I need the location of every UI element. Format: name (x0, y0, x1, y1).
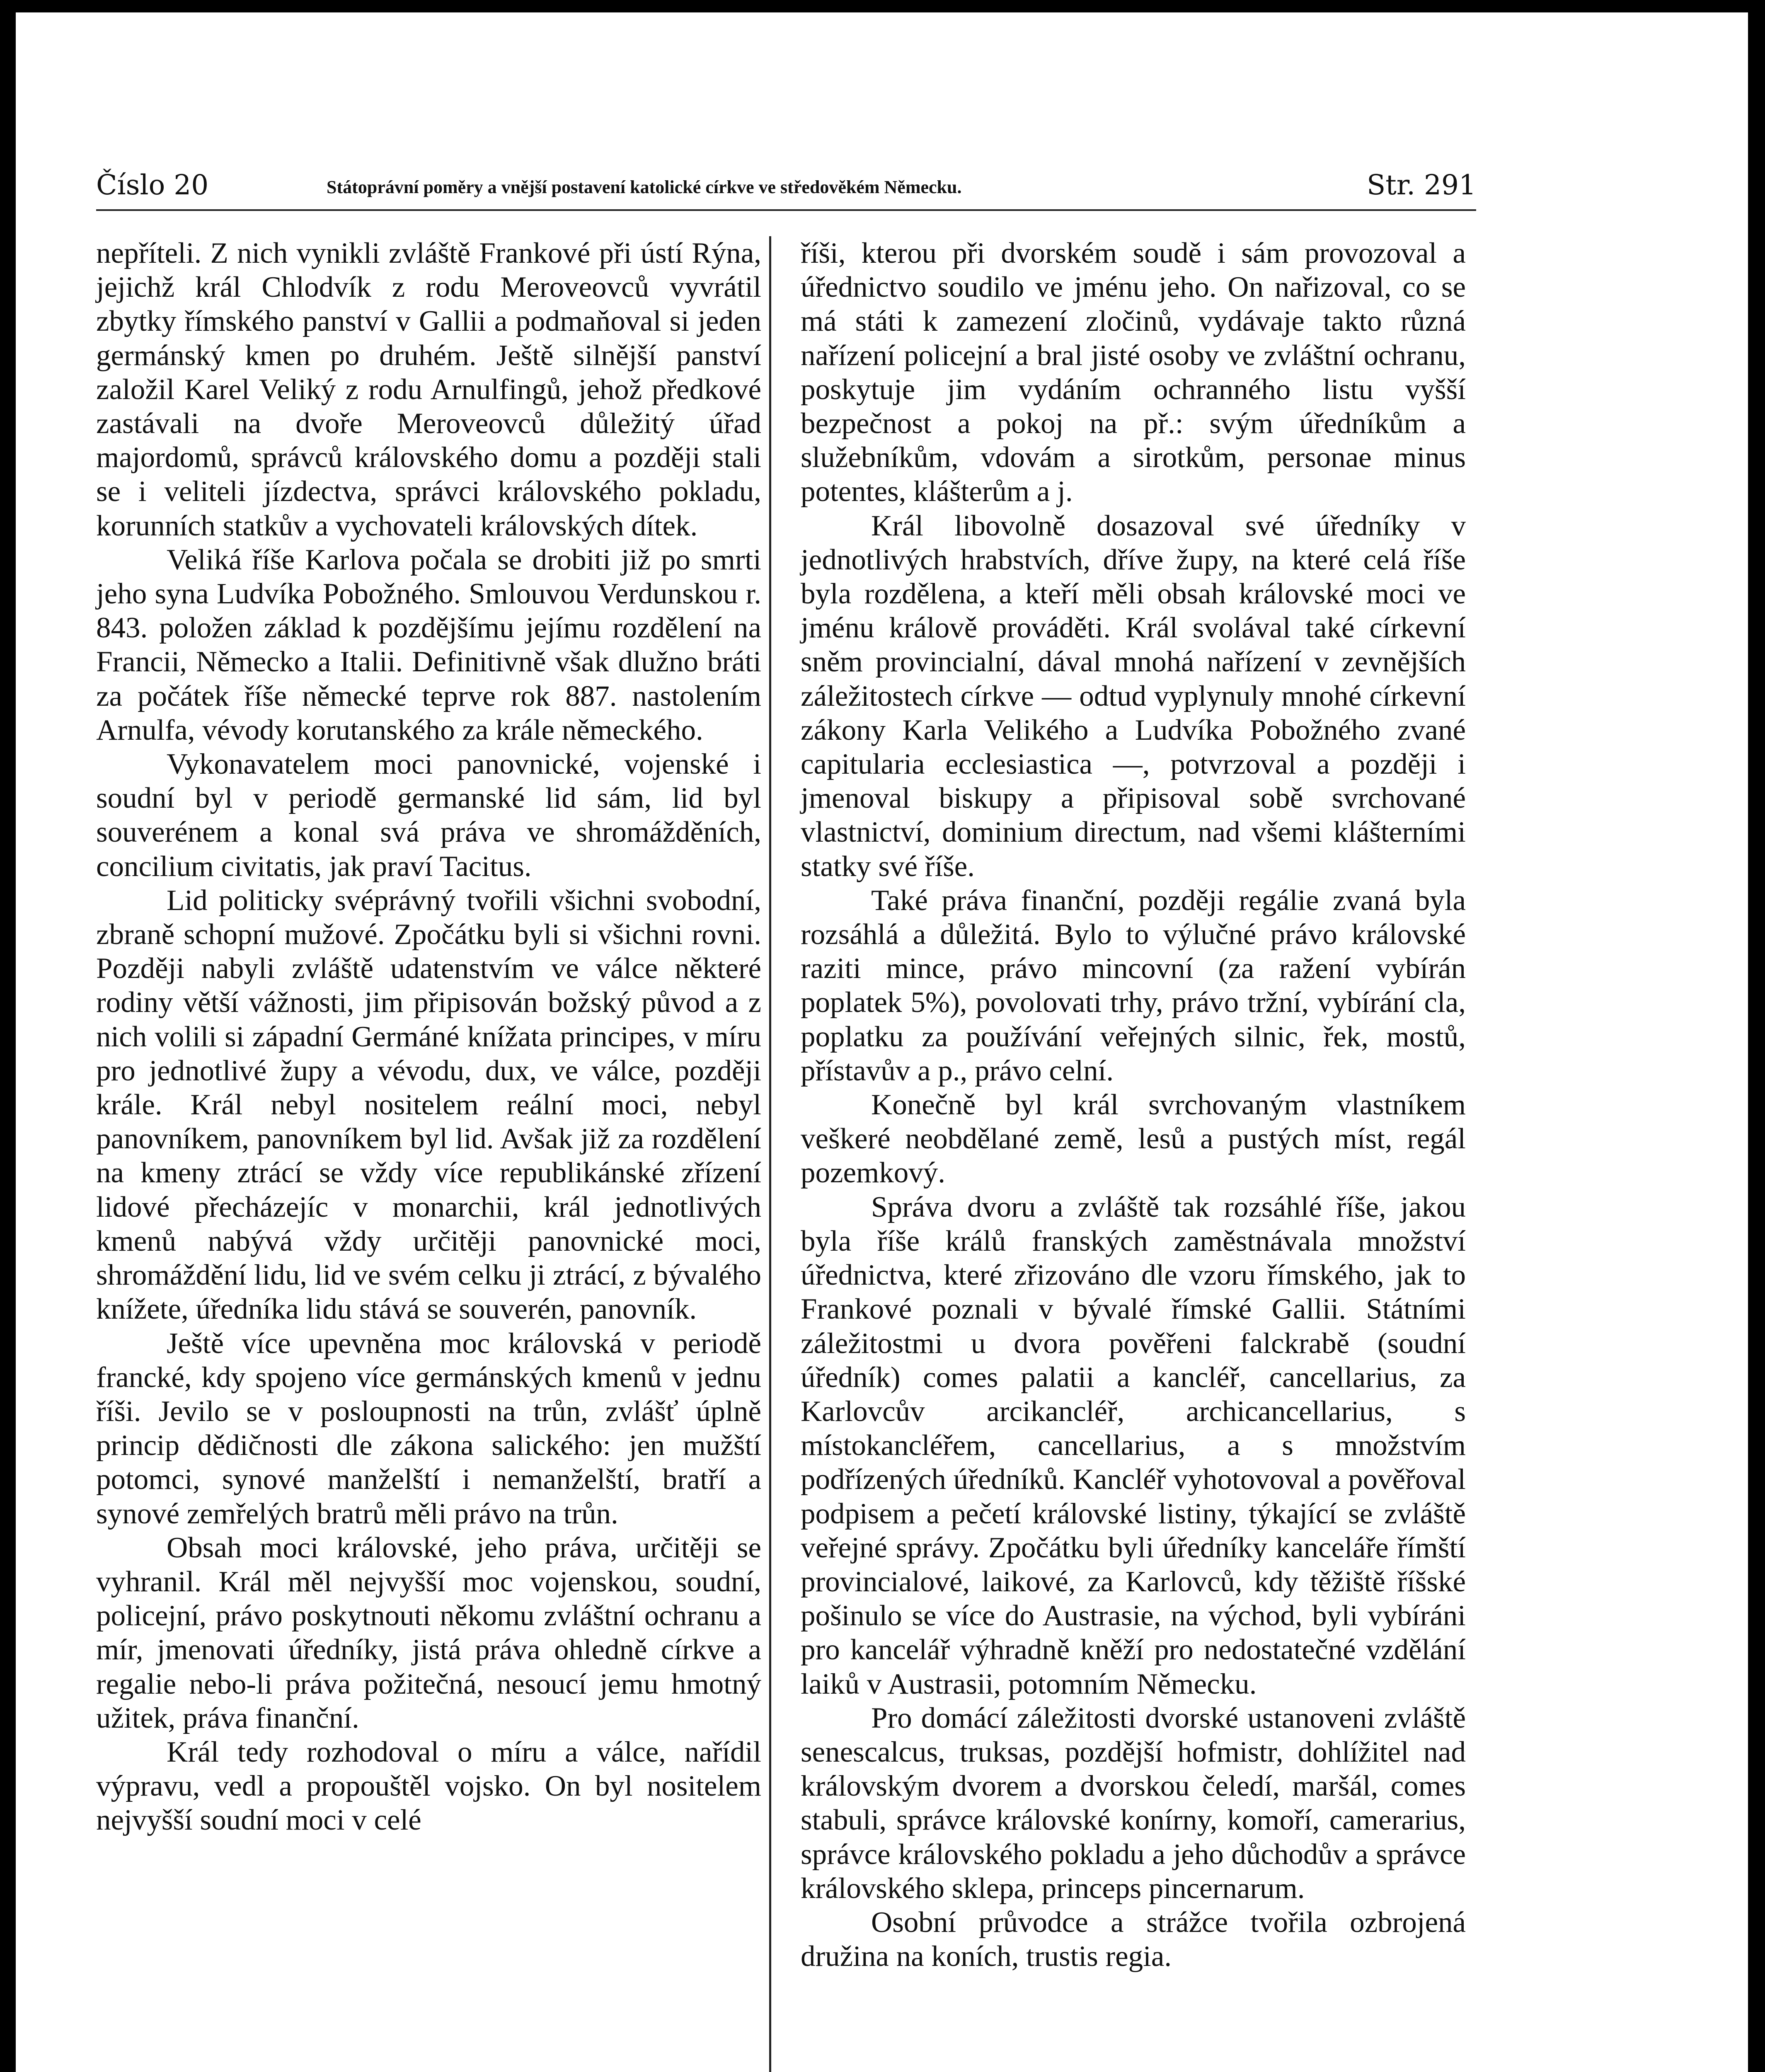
paragraph: Pro domácí záležitosti dvorské ustanoveni zvláště senescalcus, truksas, pozdější hofmistr, dohlížitel nad královským dvorem a dvorskou čeledí, maršál, comes stabuli, správce královské konírny, komoří, camerarius, správce královského pokladu a jeho důchodův a správce královského sklepa, princeps pincernarum. (801, 1702, 1466, 1905)
page-header (96, 169, 1476, 215)
paragraph: Veliká říše Karlova počala se drobiti již po smrti jeho syna Ludvíka Pobožného. Smlouvou Verdunskou r. 843. položen základ k pozdějšímu jejímu rozdělení na Francii, Německo a Italii. Definitivně však dlužno bráti za počátek říše německé teprve rok 887. nastolením Arnulfa, vévody korutanského za krále německého. (96, 543, 761, 746)
paragraph: Konečně byl král svrchovaným vlastníkem veškeré neobdělané země, lesů a pustých míst, regál pozemkový. (801, 1089, 1466, 1189)
paragraph: nepříteli. Z nich vynikli zvláště Frankové při ústí Rýna, jejichž král Chlodvík z rodu Meroveovců vyvrátil zbytky římského panství v Gallii a podmaňoval si jeden germánský kmen po druhém. Ještě silnější panství založil Karel Veliký z rodu Arnulfingů, jehož předkové zastávali na dvoře Meroveovců důležitý úřad majordomů, správců královského domu a později stali se i veliteli jízdectva, správci královského pokladu, korunních statkův a vychovateli královských dítek. (96, 237, 761, 542)
running-title: Státoprávní poměry a vnější postavení katolické církve ve středověkém Německu. (327, 177, 962, 197)
header-rule (96, 209, 1476, 211)
paragraph: Obsah moci královské, jeho práva, určitěji se vyhranil. Král měl nejvyšší moc vojenskou, soudní, policejní, právo poskytnouti někomu zvláštní ochranu a mír, jmenovati úředníky, jistá práva ohledně církve a regalie nebo-li práva požitečná, nesoucí jemu hmotný užitek, práva finanční. (96, 1531, 761, 1734)
page-number: Str. 291 (1367, 169, 1476, 201)
paragraph: Osobní průvodce a strážce tvořila ozbrojená družina na koních, trustis regia. (801, 1906, 1466, 1973)
page (16, 12, 1748, 2072)
paragraph: Král tedy rozhodoval o míru a válce, nařídil výpravu, vedl a propouštěl vojsko. On byl nositelem nejvyšší soudní moci v celé (96, 1736, 761, 1837)
column-divider (769, 236, 771, 2072)
paragraph: Vykonavatelem moci panovnické, vojenské i soudní byl v periodě germanské lid sám, lid byl souverénem a konal svá práva ve shromážděních, concilium civitatis, jak praví Tacitus. (96, 748, 761, 883)
left-column (96, 236, 761, 1837)
paragraph: říši, kterou při dvorském soudě i sám provozoval a úřednictvo soudilo ve jménu jeho. On nařizoval, co se má státi k zamezení zločinů, vydávaje takto různá nařízení policejní a bral jisté osoby ve zvláštní ochranu, poskytuje jim vydáním ochranného listu vyšší bezpečnost a pokoj na př.: svým úředníkům a služebníkům, vdovám a sirotkům, personae minus potentes, klášterům a j. (801, 237, 1466, 508)
paragraph: Ještě více upevněna moc královská v periodě francké, kdy spojeno více germánských kmenů v jednu říši. Jevilo se v posloupnosti na trůn, zvlášť úplně princip dědičnosti dle zákona salického: jen mužští potomci, synové manželští i nemanželští, bratří a synové zemřelých bratrů měli právo na trůn. (96, 1327, 761, 1530)
right-column (801, 236, 1466, 1973)
paragraph: Správa dvoru a zvláště tak rozsáhlé říše, jakou byla říše králů franských zaměstnávala množství úřednictva, které zřizováno dle vzoru římského, jak to Frankové poznali v bývalé římské Gallii. Státními záležitostmi u dvora pověřeni falckrabě (soudní úředník) comes palatii a kancléř, cancellarius, za Karlovcův arcikancléř, archicancellarius, s místokancléřem, cancellarius, a s množstvím podřízených úředníků. Kancléř vyhotovoval a pověřoval podpisem a pečetí královské listiny, týkající se zvláště veřejné správy. Zpočátku byli úředníky kanceláře římští provincialové, laikové, za Karlovců, kdy těžiště říšské pošinulo se více do Austrasie, na východ, byli vybíráni pro kancelář výhradně kněží pro nedostatečné vzdělání laiků v Austrasii, potomním Německu. (801, 1191, 1466, 1700)
paragraph: Také práva finanční, později regálie zvaná byla rozsáhlá a důležitá. Bylo to výlučné právo královské raziti mince, právo mincovní (za ražení vybírán poplatek 5%), povolovati trhy, právo tržní, vybírání cla, poplatku za používání veřejných silnic, řek, mostů, přístavův a p., právo celní. (801, 884, 1466, 1087)
paragraph: Král libovolně dosazoval své úředníky v jednotlivých hrabstvích, dříve župy, na které celá říše byla rozdělena, a kteří měli obsah královské moci ve jménu králově prováděti. Král svolával také církevní sněm provincialní, dával mnohá nařízení v zevnějších záležitostech církve — odtud vyplynuly mnohé církevní zákony Karla Velikého a Ludvíka Pobožného zvané capitularia ecclesiastica —, potvrzoval a později i jmenoval biskupy a připisoval sobě svrchované vlastnictví, dominium directum, nad všemi klášterními statky své říše. (801, 509, 1466, 883)
paragraph: Lid politicky svéprávný tvořili všichni svobodní, zbraně schopní mužové. Zpočátku byli si všichni rovni. Později nabyli zvláště udatenstvím ve válce některé rodiny větší vážnosti, jim připisován božský původ a z nich volili si západní Germáné knížata principes, v míru pro jednotlivé župy a vévodu, dux, ve válce, později krále. Král nebyl nositelem reální moci, nebyl panovníkem, panovníkem byl lid. Avšak již za rozdělení na kmeny ztrácí se vždy více republikánské zřízení lidové přecházejíc v monarchii, král jednotlivých kmenů nabývá vždy určitěji panovnické moci, shromáždění lidu, lid ve svém celku ji ztrácí, z bývalého knížete, úředníka lidu stává se souverén, panovník. (96, 884, 761, 1326)
issue-number: Číslo 20 (96, 169, 209, 201)
